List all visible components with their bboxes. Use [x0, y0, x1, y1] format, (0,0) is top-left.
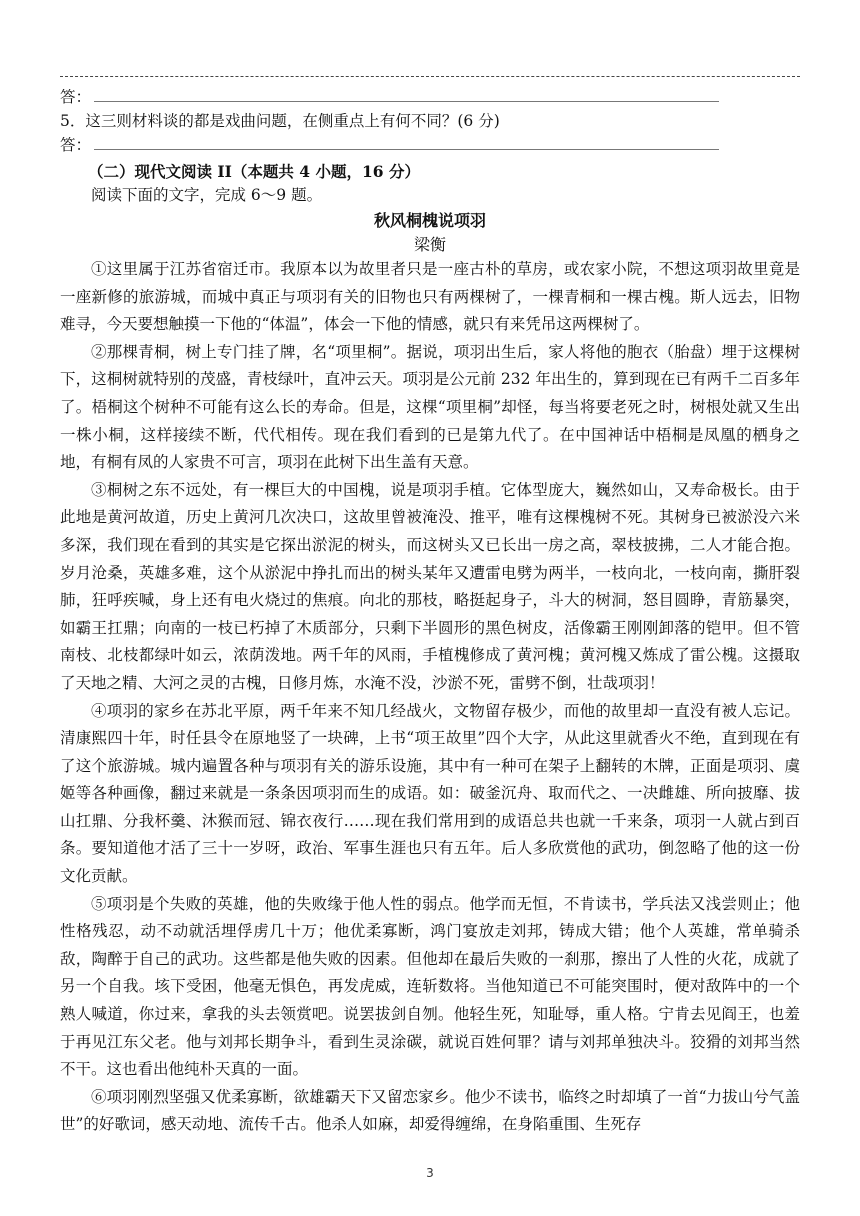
answer-label: 答：: [60, 88, 92, 106]
answer-line-5: [60, 132, 800, 159]
top-divider: [60, 76, 800, 77]
paragraph-1: ①这里属于江苏省宿迁市。我原本以为故里者只是一座古朴的草房，或农家小院，不想这项羽故里竟是一座新修的旅游城，而城中真正与项羽有关的旧物也只有两棵树了，一棵青桐和一棵古槐。斯人远去，旧物难寻，今天要想触摸一下他的“体温”，体会一下他的情感，就只有来凭吊这两棵树了。: [60, 260, 800, 334]
paragraph-4: ④项羽的家乡在苏北平原，两千年来不知几经战火，文物留存极少，而他的故里却一直没有被人忘记。清康熙四十年，时任县令在原地竖了一块碑，上书“项王故里”四个大字，从此这里就香火不绝，直到现在有了这个旅游城。城内遍置各种与项羽有关的游乐设施，其中有一种可在架子上翻转的木牌，正面是项羽、虞姬等各种画像，翻过来就是一条条因项羽而生的成语。如：破釜沉舟、取而代之、一决雌雄、所向披靡、拔山扛鼎、分我杯羹、沐猴而冠、锦衣夜行……现在我们常用到的成语总共也就一千来条，项羽一人就占到百条。要知道他才活了三十一岁呀，政治、军事生涯也只有五年。后人多欣赏他的武功，倒忽略了他的这一份文化贡献。: [60, 701, 800, 886]
answer-underline[interactable]: [94, 101, 719, 102]
page-number: 3: [426, 1166, 434, 1180]
section-title: （二）现代文阅读 II（本题共 4 小题，16 分）: [88, 162, 420, 181]
answer-underline[interactable]: [94, 149, 719, 150]
paragraph-3: ③桐树之东不远处，有一棵巨大的中国槐，说是项羽手植。它体型庞大，巍然如山，又寿命极长。由于此地是黄河故道，历史上黄河几次决口，这故里曾被淹没、推平，唯有这棵槐树不死。其树身已被淤没六米多深，我们现在看到的其实是它探出淤泥的树头，而这树头又已长出一房之高，翠枝披拂，二人才能合抱。岁月沧桑，英雄多难，这个从淤泥中挣扎而出的树头某年又遭雷电劈为两半，一枝向北，一枝向南，撕肝裂肺，狂呼疾喊，身上还有电火烧过的焦痕。向北的那枝，略挺起身子，斗大的树洞，怒目圆睁，青筋暴突，如霸王扛鼎；向南的一枝已朽掉了木质部分，只剩下半圆形的黑色树皮，活像霸王刚刚卸落的铠甲。但不管南枝、北枝都绿叶如云，浓荫泼地。两千年的风雨，手植槐修成了黄河槐；黄河槐又炼成了雷公槐。这摄取了天地之精、大河之灵的古槐，日修月炼，水淹不没，沙淤不死，雷劈不倒，壮哉项羽！: [60, 480, 800, 692]
answer-line-4: [60, 84, 800, 111]
reading-instruction: 阅读下面的文字，完成 6～9 题。: [91, 186, 323, 204]
answer-label: 答：: [60, 136, 92, 154]
paragraph-5: ⑤项羽是个失败的英雄，他的失败缘于他人性的弱点。他学而无恒，不肯读书，学兵法又浅尝则止；他性格残忍，动不动就活埋俘虏几十万；他优柔寡断，鸿门宴放走刘邦，铸成大错；他个人英雄，常单骑杀敌，陶醉于自己的武功。这些都是他失败的因素。但他却在最后失败的一刹那，擦出了人性的火花，成就了另一个自我。垓下受困，他毫无惧色，再发虎威，连斩数将。当他知道已不可能突围时，便对敌阵中的一个熟人喊道，你过来，拿我的头去领赏吧。说罢拔剑自刎。他轻生死，知耻辱，重人格。宁肯去见阎王，也羞于再见江东父老。他与刘邦长期争斗，看到生灵涂碳，就说百姓何罪？请与刘邦单独决斗。狡猾的刘邦当然不干。这也看出他纯朴天真的一面。: [60, 894, 800, 1079]
question-5: 5．这三则材料谈的都是戏曲问题，在侧重点上有何不同？(6 分): [60, 112, 500, 130]
paragraph-6: ⑥项羽刚烈坚强又优柔寡断，欲雄霸天下又留恋家乡。他少不读书，临终之时却填了一首“力拔山兮气盖世”的好歌词，感天动地、流传千古。他杀人如麻，却爱得缠绵，在身陷重围、生死存: [60, 1087, 800, 1134]
article-body: [60, 256, 800, 1139]
article-author: 梁衡: [413, 235, 446, 254]
paragraph-2: ②那棵青桐，树上专门挂了牌，名“项里桐”。据说，项羽出生后，家人将他的胞衣（胎盘）埋于这棵树下，这桐树就特别的茂盛，青枝绿叶，直冲云天。项羽是公元前 232 年出生的，算到现在已有两千二百多年了。梧桐这个树种不可能有这么长的寿命。但是，这棵“项里桐”却怪，每当将要老死之时，树根处就又生出一株小桐，这样接续不断，代代相传。现在我们看到的已是第九代了。在中国神话中梧桐是凤凰的栖身之地，有桐有凤的人家贵不可言，项羽在此树下出生盖有天意。: [60, 342, 800, 472]
article-title: 秋风桐槐说项羽: [373, 211, 486, 230]
